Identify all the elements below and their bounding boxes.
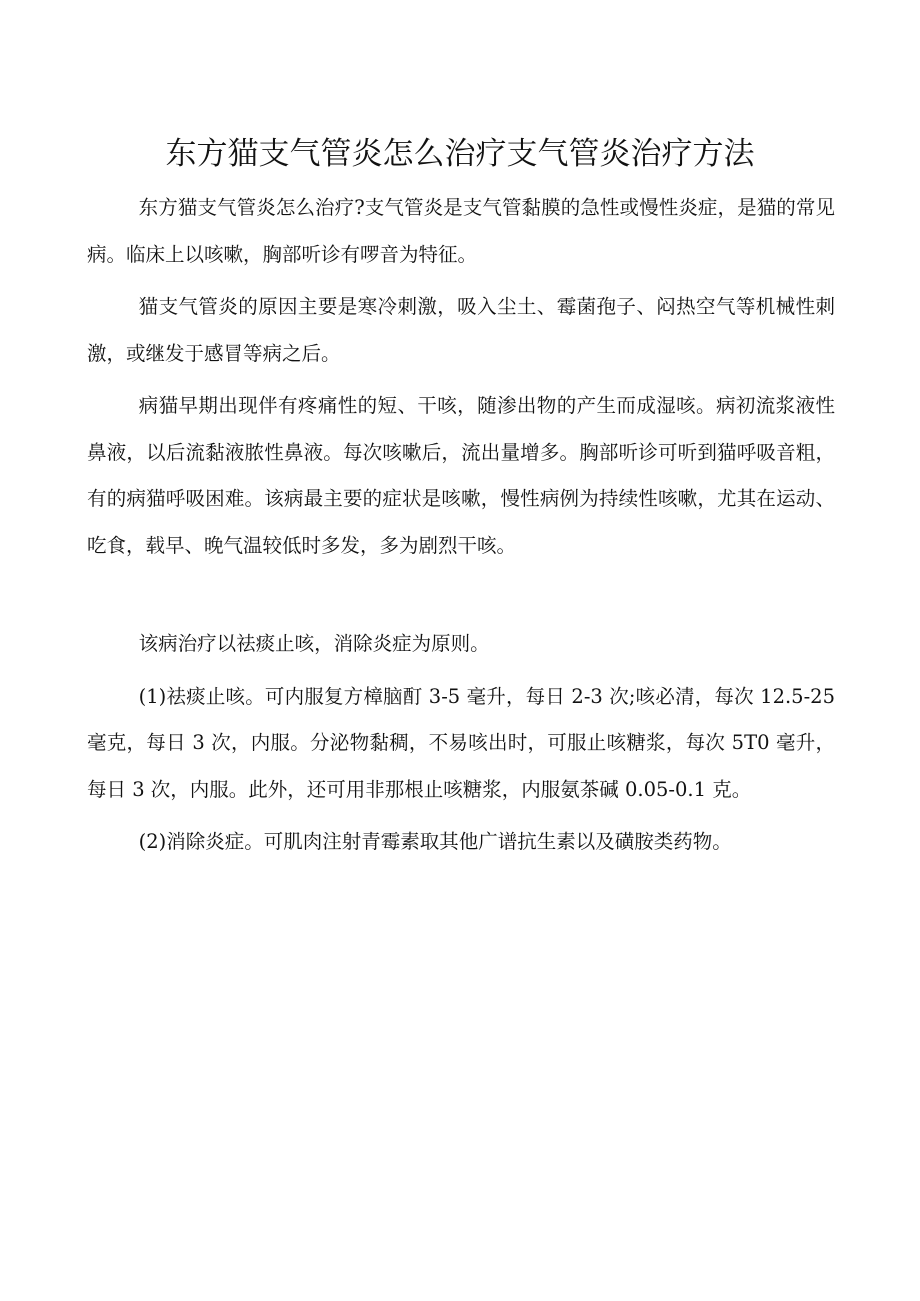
paragraph-treatment-2: (2)消除炎症。可肌肉注射青霉素取其他广谱抗生素以及磺胺类药物。: [138, 830, 732, 853]
paragraph-intro: 东方猫支气管炎怎么治疗?支气管炎是支气管黏膜的急性或慢性炎症，是猫的常见病。临床上以咳嗽，胸部听诊有啰音为特征。: [87, 196, 835, 266]
paragraph-treatment-principle: 该病治疗以祛痰止咳，消除炎症为原则。: [138, 632, 490, 655]
document-title: 东方猫支气管炎怎么治疗支气管炎治疗方法: [165, 136, 755, 172]
paragraph-causes: 猫支气管炎的原因主要是寒冷刺激，吸入尘土、霉菌孢子、闷热空气等机械性刺激，或继发于感冒等病之后。: [87, 295, 835, 365]
paragraph-symptoms: 病猫早期出现伴有疼痛性的短、干咳，随渗出物的产生而成湿咳。病初流浆液性鼻液，以后流黏液脓性鼻液。每次咳嗽后，流出量增多。胸部听诊可听到猫呼吸音粗，有的病猫呼吸困难。该病最主要的症状是咳嗽，慢性病例为持续性咳嗽，尤其在运动、吃食，载早、晚气温较低时多发，多为剧烈干咳。: [87, 394, 835, 557]
document-body: [87, 185, 835, 872]
paragraph-treatment-1: (1)祛痰止咳。可内服复方樟脑酊 3-5 毫升，每日 2-3 次;咳必清，每次 12.5-25 毫克，每日 3 次，内服。分泌物黏稠，不易咳出时，可服止咳糖浆，每次 5T0 毫升，每日 3 次，内服。此外，还可用非那根止咳糖浆，内服氨茶碱 0.05-0.1 克。: [87, 684, 835, 801]
